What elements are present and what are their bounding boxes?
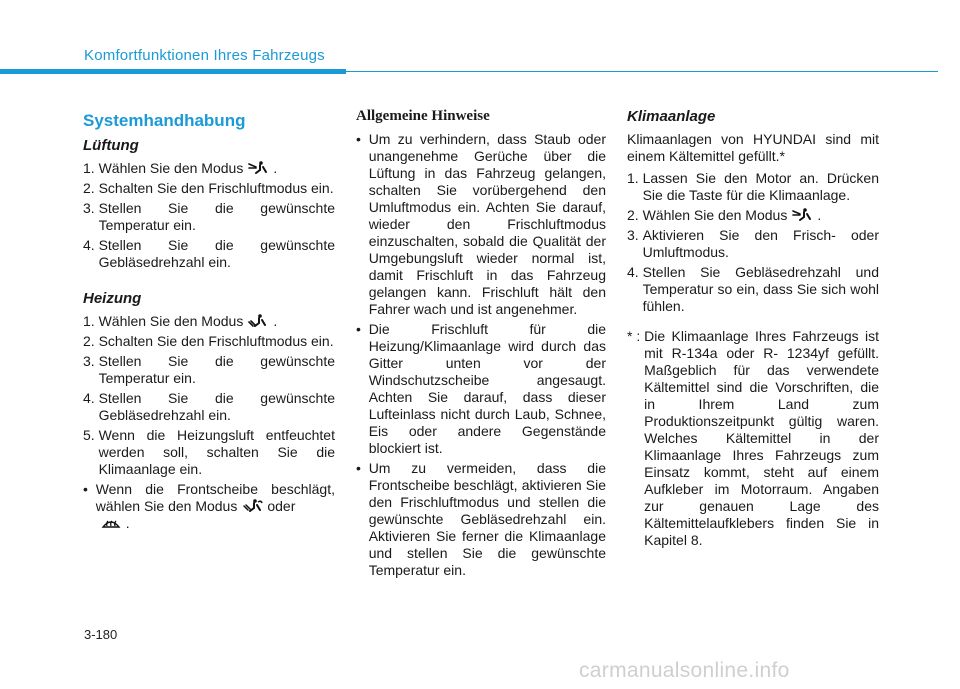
list-item: 2. Wählen Sie den Modus .	[627, 207, 822, 223]
face-vent-mode-icon	[247, 161, 269, 175]
floor-defrost-mode-icon	[241, 499, 263, 513]
list-item: 5. Wenn die Heizungsluft entfeuchtet werden soll, schalten Sie die Klimaanlage ein.	[83, 427, 335, 477]
bullet-item: • Um zu verhindern, dass Staub oder unangenehme Gerüche über die Lüftung in das Fahrzeug gelangen, schalten Sie vorübergehend den Umluftmodus ein. Achten Sie darauf, wieder den Frischluftmodus einzuschalten, sobald die Qualität der Umgebungsluft wieder normal ist, damit Frischluft in das Fahrzeug gelangen kann. Frischluft hält den Fahrer wach und ist angenehmer.	[356, 131, 606, 317]
list-item: 3. Aktivieren Sie den Frisch- oder Umluftmodus.	[627, 227, 879, 260]
intro-paragraph: Klimaanlagen von HYUNDAI sind mit einem Kältemittel gefüllt.*	[627, 131, 879, 164]
list-item: 3. Stellen Sie die gewünschte Temperatur ein.	[83, 353, 335, 386]
header-rule	[346, 71, 938, 72]
floor-mode-icon	[247, 314, 269, 328]
header-accent-bar	[0, 69, 346, 74]
list-item: 1. Wählen Sie den Modus .	[83, 160, 278, 176]
running-header: Komfortfunktionen Ihres Fahrzeugs	[84, 47, 325, 64]
section-title: Systemhandhabung	[83, 111, 246, 130]
bullet-item: • Wenn die Frontscheibe beschlägt, wählen Sie den Modus oder .	[83, 481, 335, 531]
subsection-title-hinweise: Allgemeine Hinweise	[356, 108, 490, 124]
defrost-icon	[100, 516, 122, 530]
subsection-title-klimaanlage: Klimaanlage	[627, 108, 716, 125]
subsection-title-heizung: Heizung	[83, 290, 142, 307]
face-vent-mode-icon	[791, 208, 813, 222]
page-number: 3-180	[84, 627, 118, 642]
bullet-item: • Die Frischluft für die Heizung/Klimaanlage wird durch das Gitter unten vor der Windschutzscheibe angesaugt. Achten Sie darauf, dass dieser Lufteinlass nicht durch Laub, Schnee, Eis oder andere Gegenstände blockiert ist.	[356, 321, 606, 456]
list-item: 2. Schalten Sie den Frischluftmodus ein.	[83, 180, 334, 196]
bullet-item: • Um zu vermeiden, dass die Frontscheibe beschlägt, aktivieren Sie den Frischluftmodus und stellen die gewünschte Gebläsedrehzahl ein. Aktivieren Sie ferner die Klimaanlage und stellen Sie die gewünschte Temperatur ein.	[356, 460, 606, 578]
column-air-conditioning	[627, 108, 879, 552]
column-general-notes	[356, 108, 606, 582]
subsection-title-lueftung: Lüftung	[83, 137, 139, 154]
list-item: 4. Stellen Sie Gebläsedrehzahl und Temperatur so ein, dass Sie sich wohl fühlen.	[627, 264, 879, 314]
watermark: carmanualsonline.info	[579, 659, 790, 682]
footnote: * : Die Klimaanlage Ihres Fahrzeugs ist mit R-134a oder R- 1234yf gefüllt. Maßgeblich für das verwendete Kältemittel sind die Vorschriften, die in Ihrem Land zum Produktionszeitpunkt gültig waren. Welches Kältemittel in der Klimaanlage Ihres Fahrzeugs zum Einsatz kommt, steht auf einem Aufkleber im Motorraum. Angaben zur genauen Lage des Kältemittelaufklebers finden Sie in Kapitel 8.	[627, 328, 879, 548]
list-item: 1. Lassen Sie den Motor an. Drücken Sie die Taste für die Klimaanlage.	[627, 170, 879, 203]
list-item: 3. Stellen Sie die gewünschte Temperatur ein.	[83, 200, 335, 233]
list-item: 2. Schalten Sie den Frischluftmodus ein.	[83, 333, 334, 349]
list-item: 4. Stellen Sie die gewünschte Gebläsedrehzahl ein.	[83, 237, 335, 270]
column-system-operation	[83, 108, 335, 535]
list-item: 4. Stellen Sie die gewünschte Gebläsedrehzahl ein.	[83, 390, 335, 423]
list-item: 1. Wählen Sie den Modus .	[83, 313, 278, 329]
